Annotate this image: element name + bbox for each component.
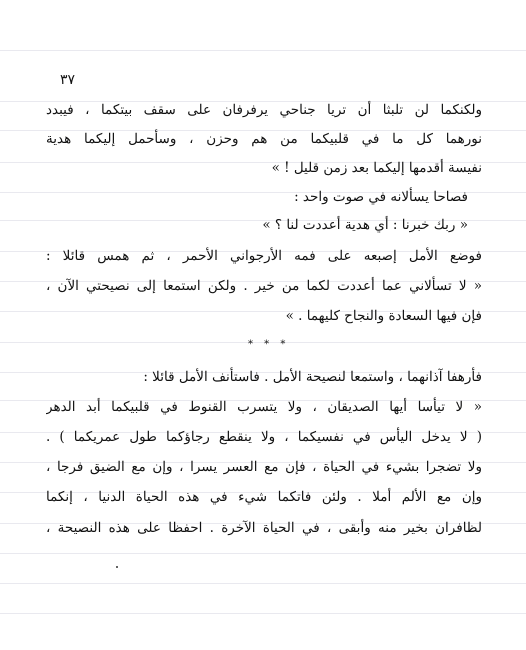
ink-speck	[116, 566, 118, 568]
text-line: فصاحا يسألانه في صوت واحد :	[294, 189, 468, 205]
page-rule	[0, 613, 526, 614]
text-line: ولكنكما لن تلبثا أن تريا جناحي يرفرفان على سقف بيتكما ، فيبدد	[46, 102, 482, 118]
text-line: « لا تسألاني عما أعددت لكما من خير . ولكن استمعا إلى نصيحتي الآن ،	[46, 278, 482, 294]
page-number: ٣٧	[60, 72, 76, 88]
text-line: ولا تضجرا بشيء في الحياة ، فإن مع العسر يسرا ، وإن مع الضيق فرجا ،	[46, 459, 482, 475]
page-rule	[0, 553, 526, 554]
text-line: « ربك خبرنا : أي هدية أعددت لنا ؟ »	[262, 217, 468, 233]
text-line: فإن فيها السعادة والنجاح كليهما . »	[285, 308, 482, 324]
text-line: نورهما كل ما في قلبيكما من هم وحزن ، وسأحمل إليكما هدية	[46, 131, 482, 147]
page-rule	[0, 50, 526, 51]
text-line: فوضع الأمل إصبعه على فمه الأرجواني الأحمر ، ثم همس قائلا :	[46, 248, 482, 264]
text-line: فأرهفا آذانهما ، واستمعا لنصيحة الأمل . فاستأنف الأمل قائلا :	[143, 369, 482, 385]
text-line: « لا تيأسا أيها الصديقان ، ولا يتسرب القنوط في قلبيكما أبد الدهر	[46, 399, 482, 415]
page-rule	[0, 583, 526, 584]
text-line: وإن مع الألم أملا . ولئن فاتكما شيء في هذه الحياة الدنيا ، إنكما	[46, 489, 482, 505]
text-line: ( لا يدخل اليأس في نفسيكما ، ولا ينقطع رجاؤكما طول عمريكما ) .	[46, 429, 482, 445]
section-separator: * * *	[248, 339, 290, 350]
text-line: لظافران بخير منه وأبقى ، في الحياة الآخرة . احفظا على هذه النصيحة ،	[46, 520, 482, 536]
text-line: نفيسة أقدمها إليكما بعد زمن قليل ! »	[271, 160, 482, 176]
